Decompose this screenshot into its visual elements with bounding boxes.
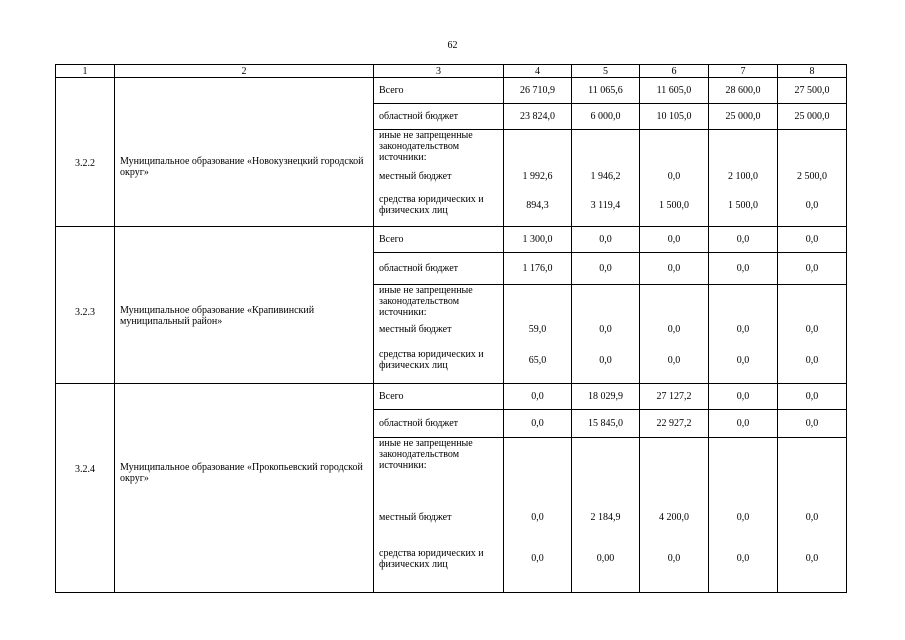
value-cell: 0,0	[709, 253, 778, 285]
value-cell: 0,0	[572, 338, 640, 384]
category-label: иные не запрещенные законодательством источники:	[374, 285, 504, 319]
value-cell: 0,0	[778, 253, 847, 285]
value-cell: 0,0	[640, 319, 709, 338]
value-cell: 23 824,0	[504, 104, 572, 130]
value-cell: 3 119,4	[572, 185, 640, 227]
value-cell: 0,0	[778, 227, 847, 253]
value-cell: 26 710,9	[504, 78, 572, 104]
value-cell	[778, 130, 847, 164]
value-cell: 0,0	[709, 319, 778, 338]
value-cell	[572, 130, 640, 164]
value-cell: 0,0	[640, 253, 709, 285]
page-number: 62	[447, 40, 458, 51]
value-cell: 2 184,9	[572, 472, 640, 526]
value-cell: 0,0	[709, 526, 778, 593]
table-row	[56, 78, 847, 104]
value-cell: 1 176,0	[504, 253, 572, 285]
value-cell: 0,0	[709, 410, 778, 438]
value-cell	[504, 438, 572, 472]
category-label: иные не запрещенные законодательством источники:	[374, 438, 504, 472]
value-cell: 1 500,0	[709, 185, 778, 227]
value-cell	[504, 285, 572, 319]
value-cell: 1 946,2	[572, 164, 640, 185]
value-cell	[572, 285, 640, 319]
value-cell: 4 200,0	[640, 472, 709, 526]
value-cell	[778, 285, 847, 319]
value-cell: 11 065,6	[572, 78, 640, 104]
column-header: 4	[504, 65, 572, 78]
category-label: местный бюджет	[374, 472, 504, 526]
value-cell: 18 029,9	[572, 384, 640, 410]
category-label: средства юридических и физических лиц	[374, 338, 504, 384]
column-header-row	[56, 65, 847, 78]
category-label: иные не запрещенные законодательством источники:	[374, 130, 504, 164]
value-cell	[504, 130, 572, 164]
value-cell	[709, 130, 778, 164]
value-cell: 0,0	[709, 472, 778, 526]
value-cell	[640, 130, 709, 164]
value-cell: 0,0	[709, 384, 778, 410]
category-label: Всего	[374, 384, 504, 410]
category-label: местный бюджет	[374, 319, 504, 338]
column-header: 5	[572, 65, 640, 78]
value-cell: 1 992,6	[504, 164, 572, 185]
budget-table	[55, 64, 847, 593]
category-label: областной бюджет	[374, 410, 504, 438]
value-cell: 0,0	[778, 319, 847, 338]
value-cell: 11 605,0	[640, 78, 709, 104]
value-cell: 2 500,0	[778, 164, 847, 185]
value-cell: 0,0	[504, 410, 572, 438]
value-cell	[640, 438, 709, 472]
value-cell: 0,0	[504, 526, 572, 593]
table-row	[56, 384, 847, 410]
municipality-name: Муниципальное образование «Новокузнецкий городской округ»	[115, 78, 374, 227]
item-code: 3.2.2	[56, 78, 115, 227]
municipality-name: Муниципальное образование «Прокопьевский городской округ»	[115, 384, 374, 593]
value-cell	[709, 285, 778, 319]
value-cell: 0,0	[572, 319, 640, 338]
value-cell: 22 927,2	[640, 410, 709, 438]
value-cell: 0,0	[504, 472, 572, 526]
value-cell	[709, 438, 778, 472]
value-cell: 0,0	[640, 164, 709, 185]
value-cell: 0,0	[640, 526, 709, 593]
item-code: 3.2.4	[56, 384, 115, 593]
value-cell: 1 500,0	[640, 185, 709, 227]
item-code: 3.2.3	[56, 227, 115, 384]
column-header: 2	[115, 65, 374, 78]
value-cell: 15 845,0	[572, 410, 640, 438]
category-label: Всего	[374, 78, 504, 104]
value-cell: 6 000,0	[572, 104, 640, 130]
column-header: 8	[778, 65, 847, 78]
category-label: областной бюджет	[374, 253, 504, 285]
value-cell: 0,0	[778, 384, 847, 410]
value-cell: 1 300,0	[504, 227, 572, 253]
value-cell: 59,0	[504, 319, 572, 338]
value-cell	[778, 438, 847, 472]
value-cell: 0,0	[778, 472, 847, 526]
value-cell: 0,00	[572, 526, 640, 593]
column-header: 6	[640, 65, 709, 78]
value-cell: 0,0	[778, 338, 847, 384]
value-cell: 0,0	[572, 253, 640, 285]
value-cell: 65,0	[504, 338, 572, 384]
value-cell: 2 100,0	[709, 164, 778, 185]
table-row	[56, 227, 847, 253]
value-cell: 0,0	[504, 384, 572, 410]
category-label: средства юридических и физических лиц	[374, 526, 504, 593]
value-cell: 0,0	[778, 526, 847, 593]
value-cell: 0,0	[778, 410, 847, 438]
category-label: средства юридических и физических лиц	[374, 185, 504, 227]
category-label: Всего	[374, 227, 504, 253]
value-cell: 0,0	[640, 338, 709, 384]
value-cell: 0,0	[778, 185, 847, 227]
value-cell: 28 600,0	[709, 78, 778, 104]
value-cell	[572, 438, 640, 472]
value-cell: 10 105,0	[640, 104, 709, 130]
value-cell	[640, 285, 709, 319]
value-cell: 25 000,0	[778, 104, 847, 130]
column-header: 7	[709, 65, 778, 78]
value-cell: 25 000,0	[709, 104, 778, 130]
value-cell: 894,3	[504, 185, 572, 227]
value-cell: 0,0	[640, 227, 709, 253]
category-label: областной бюджет	[374, 104, 504, 130]
column-header: 3	[374, 65, 504, 78]
value-cell: 27 127,2	[640, 384, 709, 410]
value-cell: 0,0	[709, 338, 778, 384]
municipality-name: Муниципальное образование «Крапивинский муниципальный район»	[115, 227, 374, 384]
column-header: 1	[56, 65, 115, 78]
category-label: местный бюджет	[374, 164, 504, 185]
value-cell: 27 500,0	[778, 78, 847, 104]
value-cell: 0,0	[709, 227, 778, 253]
value-cell: 0,0	[572, 227, 640, 253]
